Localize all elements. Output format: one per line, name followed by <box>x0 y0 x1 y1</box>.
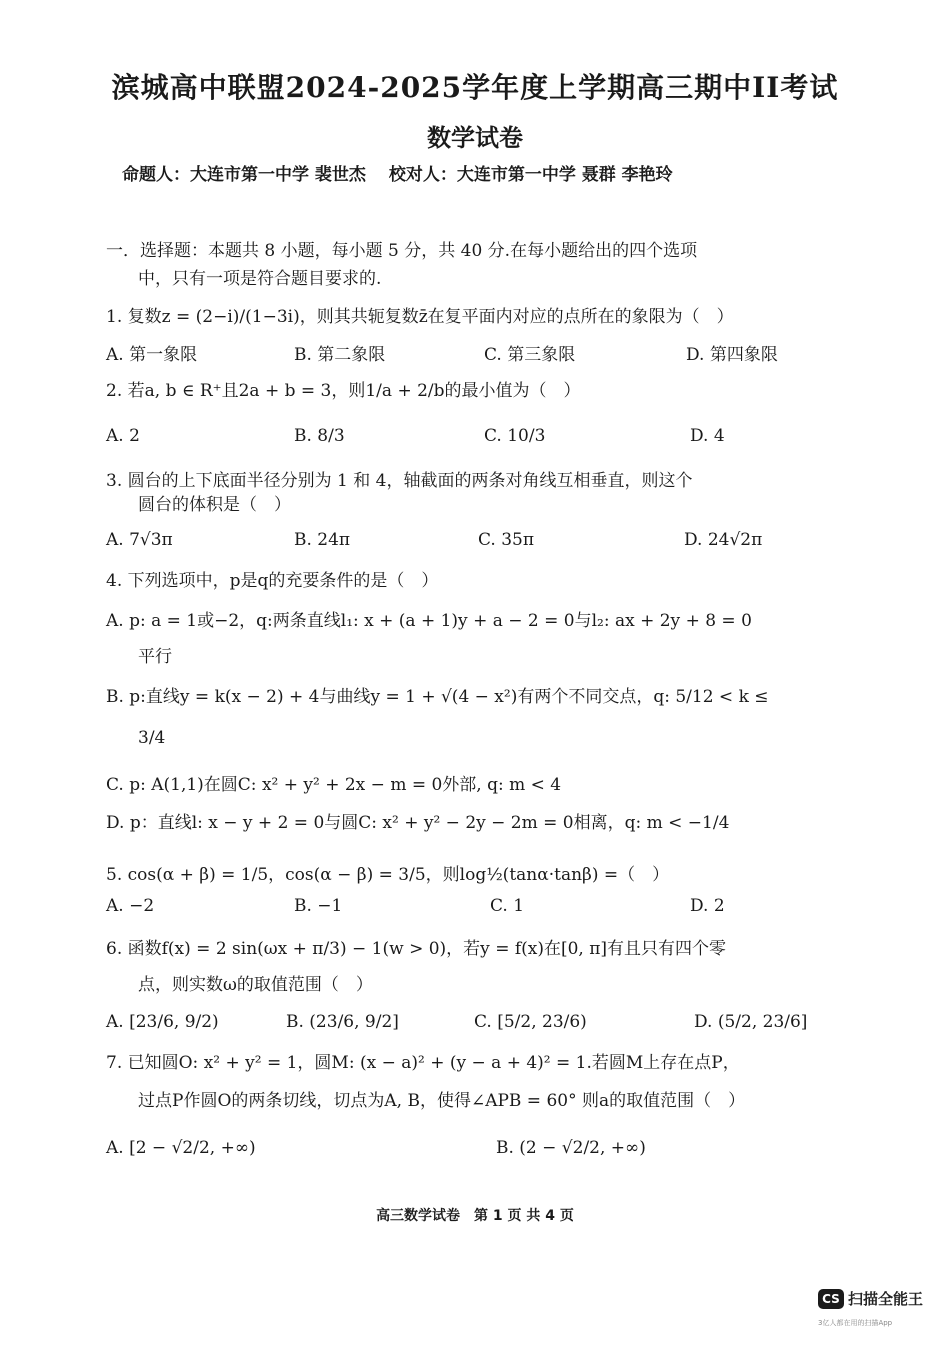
q7-option-a: A. [2 − √2/2, +∞) <box>106 1138 256 1158</box>
q4-option-c: C. p: A(1,1)在圆C: x² + y² + 2x − m = 0外部, q: m < 4 <box>106 775 562 795</box>
q2-option-a: A. 2 <box>106 426 140 446</box>
q6-option-c: C. [5/2, 23/6) <box>474 1012 587 1032</box>
question-3-stem-cont: 圆台的体积是（ ） <box>138 495 291 515</box>
q4-option-b-cont: 3/4 <box>138 728 166 748</box>
question-2-stem: 2. 若a, b ∈ R⁺且2a + b = 3，则1/a + 2/b的最小值为（ ） <box>106 381 581 401</box>
page-footer: 高三数学试卷 第 1 页 共 4 页 <box>376 1208 574 1224</box>
q5-option-a: A. −2 <box>106 896 155 916</box>
question-3-stem: 3. 圆台的上下底面半径分别为 1 和 4，轴截面的两条对角线互相垂直，则这个 <box>106 471 693 491</box>
authors-line: 命题人：大连市第一中学 裴世杰 校对人：大连市第一中学 聂群 李艳玲 <box>122 165 673 185</box>
camscanner-logo-icon: CS <box>818 1289 844 1309</box>
question-6-stem: 6. 函数f(x) = 2 sin(ωx + π/3) − 1(w > 0)，若y = f(x)在[0, π]有且只有四个零 <box>106 939 727 959</box>
question-7-stem: 7. 已知圆O: x² + y² = 1，圆M: (x − a)² + (y − a + 4)² = 1.若圆M上存在点P， <box>106 1053 740 1073</box>
question-6-stem-cont: 点，则实数ω的取值范围（ ） <box>138 975 373 995</box>
q4-option-a-cont: 平行 <box>138 647 172 667</box>
section-heading-cont: 中，只有一项是符合题目要求的. <box>138 269 382 289</box>
q3-option-c: C. 35π <box>478 530 535 550</box>
question-5-stem: 5. cos(α + β) = 1/5，cos(α − β) = 3/5，则log½(tanα·tanβ) =（ ） <box>106 865 670 885</box>
q4-option-a: A. p: a = 1或−2，q:两条直线l₁: x + (a + 1)y + a − 2 = 0与l₂: ax + 2y + 8 = 0 <box>106 611 752 631</box>
q6-option-a: A. [23/6, 9/2) <box>106 1012 219 1032</box>
q4-option-d: D. p：直线l: x − y + 2 = 0与圆C: x² + y² − 2y − 2m = 0相离，q: m < −1/4 <box>106 813 730 833</box>
q2-option-b: B. 8/3 <box>294 426 345 446</box>
question-7-stem-cont: 过点P作圆O的两条切线，切点为A, B，使得∠APB = 60° 则a的取值范围（ ） <box>138 1091 746 1111</box>
q6-option-b: B. (23/6, 9/2] <box>286 1012 399 1032</box>
q5-option-b: B. −1 <box>294 896 343 916</box>
q1-option-b: B. 第二象限 <box>294 345 386 365</box>
q1-option-c: C. 第三象限 <box>484 345 576 365</box>
question-1-stem: 1. 复数z = (2−i)/(1−3i)，则其共轭复数z̄在复平面内对应的点所在的象限为（ ） <box>106 307 734 327</box>
q3-option-b: B. 24π <box>294 530 351 550</box>
q1-option-d: D. 第四象限 <box>686 345 778 365</box>
question-4-stem: 4. 下列选项中，p是q的充要条件的是（ ） <box>106 571 439 591</box>
q3-option-d: D. 24√2π <box>684 530 763 550</box>
q5-option-d: D. 2 <box>690 896 725 916</box>
q7-option-b: B. (2 − √2/2, +∞) <box>496 1138 646 1158</box>
exam-title: 滨城高中联盟2024-2025学年度上学期高三期中II考试 <box>111 71 839 104</box>
scanner-watermark <box>818 1288 923 1309</box>
exam-subtitle: 数学试卷 <box>427 123 523 152</box>
q3-option-a: A. 7√3π <box>106 530 173 550</box>
q5-option-c: C. 1 <box>490 896 525 916</box>
q2-option-c: C. 10/3 <box>484 426 546 446</box>
q4-option-b: B. p:直线y = k(x − 2) + 4与曲线y = 1 + √(4 − x²)有两个不同交点，q: 5/12 < k ≤ <box>106 687 769 707</box>
q6-option-d: D. (5/2, 23/6] <box>694 1012 808 1032</box>
watermark-app-name: 扫描全能王 <box>848 1290 924 1308</box>
section-heading: 一．选择题：本题共 8 小题，每小题 5 分，共 40 分.在每小题给出的四个选项 <box>106 241 698 261</box>
q2-option-d: D. 4 <box>690 426 725 446</box>
q1-option-a: A. 第一象限 <box>106 345 198 365</box>
watermark-tagline: 3亿人都在用的扫描App <box>818 1319 893 1327</box>
